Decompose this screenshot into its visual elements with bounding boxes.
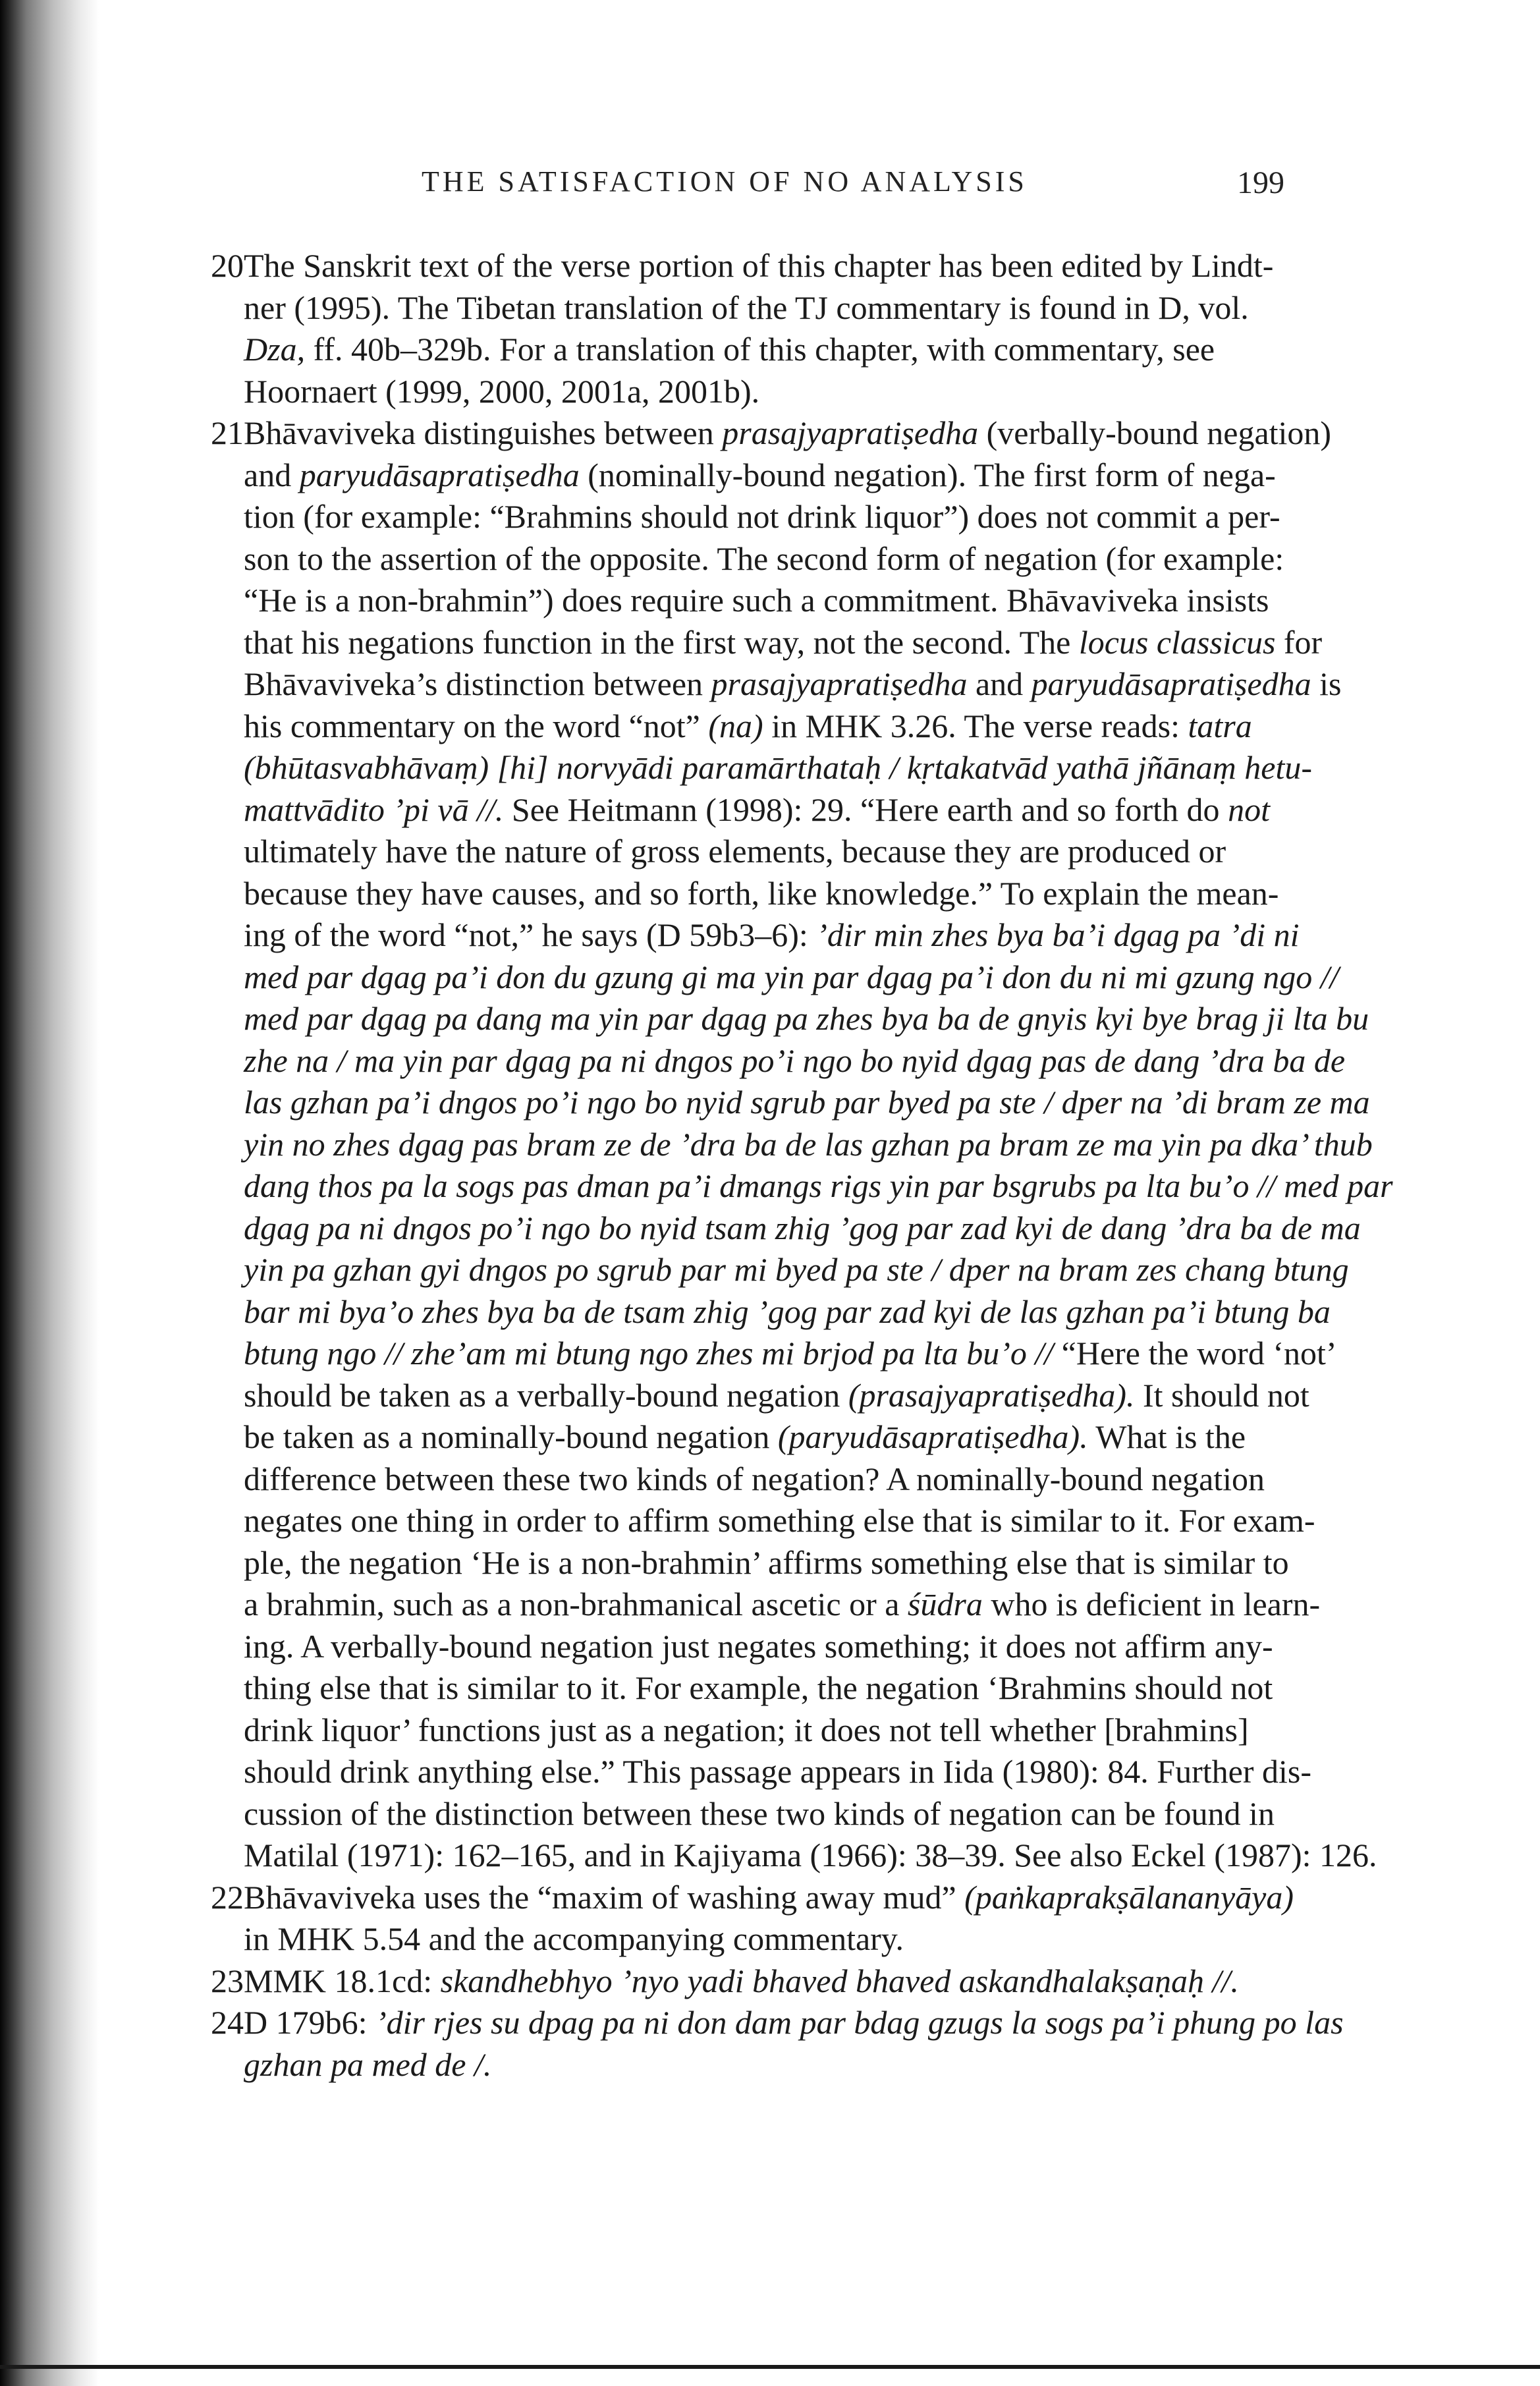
note-line bbox=[244, 1416, 1284, 1458]
text: The Sanskrit text of the verse portion of this chapter has been edited by Lindt- bbox=[244, 247, 1274, 284]
text: D 179b6: bbox=[244, 2004, 375, 2041]
text: who is deficient in learn- bbox=[982, 1586, 1321, 1623]
text: for bbox=[1275, 623, 1323, 661]
italic-text: zhe na / ma yin par dgag pa ni dngos po’i ngo bo nyid dgag pas de dang ’dra ba de bbox=[244, 1041, 1346, 1079]
note-line bbox=[244, 1500, 1315, 1542]
note-line bbox=[244, 2002, 1344, 2044]
text: See Heitmann (1998): 29. “Here earth and so forth do bbox=[503, 791, 1228, 828]
text: “He is a non-brahmin”) does require such a commitment. Bhāvaviveka insists bbox=[244, 582, 1269, 619]
note-number: 23 bbox=[211, 1962, 244, 1999]
note-line bbox=[244, 663, 1342, 706]
text: Bhāvaviveka distinguishes between bbox=[244, 414, 723, 451]
italic-text: not bbox=[1228, 791, 1270, 828]
text: “Here the word ‘not’ bbox=[1053, 1335, 1337, 1372]
text: difference between these two kinds of negation? A nominally-bound negation bbox=[244, 1460, 1265, 1497]
italic-text: (bhūtasvabhāvaṃ) [hi] norvyādi paramārthataḥ / kṛtakatvād yathā jñānaṃ hetu- bbox=[244, 749, 1313, 786]
note-line bbox=[244, 287, 1284, 329]
note-line bbox=[244, 1291, 1331, 1333]
text: in MHK 3.26. The verse reads: bbox=[763, 707, 1188, 744]
note-line bbox=[244, 914, 1300, 957]
page-bottom-edge bbox=[0, 2365, 1540, 2369]
note-line bbox=[244, 1584, 1321, 1626]
italic-text: (na) bbox=[708, 707, 763, 744]
note-line bbox=[244, 1207, 1361, 1250]
text: be taken as a nominally-bound negation bbox=[244, 1418, 778, 1455]
italic-text: prasajyapratiṣedha bbox=[722, 414, 979, 451]
text: because they have causes, and so forth, like knowledge.” To explain the mean- bbox=[244, 874, 1279, 912]
italic-text: yin pa gzhan gyi dngos po sgrub par mi byed pa ste / dper na bram zes chang btung bbox=[244, 1251, 1349, 1288]
note-line bbox=[244, 1877, 1294, 1919]
italic-text: las gzhan pa’i dngos po’i ngo bo nyid sgrub par byed pa ste / dper na ’di bram ze ma bbox=[244, 1084, 1370, 1121]
italic-text: locus classicus bbox=[1078, 623, 1276, 661]
italic-text: (paṅkaprakṣālananyāya) bbox=[964, 1878, 1294, 1916]
note-line bbox=[244, 747, 1313, 789]
note-line bbox=[244, 496, 1284, 538]
note-line bbox=[244, 371, 1284, 413]
note-line bbox=[244, 1751, 1311, 1793]
text: What is the bbox=[1087, 1418, 1246, 1455]
endnotes bbox=[211, 245, 1393, 2086]
italic-text: Dza, bbox=[244, 331, 306, 368]
note-line bbox=[244, 245, 1284, 287]
italic-text: med par dgag pa dang ma yin par dgag pa zhes bya ba de gnyis kyi bye brag ji lta bu bbox=[244, 1000, 1369, 1037]
note-number: 24 bbox=[211, 2004, 244, 2041]
text: Hoornaert (1999, 2000, 2001a, 2001b). bbox=[244, 372, 760, 410]
note-line bbox=[244, 1667, 1284, 1709]
note-line bbox=[244, 2044, 1284, 2086]
italic-text: ’dir min zhes bya ba’i dgag pa ’di ni bbox=[816, 916, 1300, 953]
italic-text: paryudāsapratiṣedha bbox=[299, 456, 580, 493]
italic-text: ’dir rjes su dpag pa ni don dam par bdag gzugs la sogs pa’i phung po las bbox=[375, 2004, 1344, 2041]
note-line bbox=[244, 957, 1339, 999]
note-line bbox=[244, 1165, 1393, 1207]
text: Matilal (1971): 162–165, and in Kajiyama (1966): 38–39. See also Eckel (1987): 126. bbox=[244, 1837, 1377, 1873]
text: It should not bbox=[1134, 1376, 1309, 1414]
italic-text: gzhan pa med de /. bbox=[244, 2045, 492, 2083]
note-line bbox=[244, 873, 1284, 915]
note-line bbox=[244, 1082, 1370, 1124]
text: is bbox=[1311, 665, 1342, 702]
text: Bhāvaviveka uses the “maxim of washing away mud” bbox=[244, 1878, 965, 1916]
note-line bbox=[244, 1626, 1284, 1668]
text: ner (1995). The Tibetan translation of the TJ commentary is found in D, vol. bbox=[244, 289, 1249, 326]
text: ff. 40b–329b. For a translation of this chapter, with commentary, see bbox=[305, 331, 1215, 368]
note-number: 22 bbox=[211, 1878, 244, 1916]
text: in MHK 5.54 and the accompanying commentary. bbox=[244, 1920, 904, 1957]
note-24 bbox=[211, 2002, 1344, 2086]
note-line bbox=[244, 998, 1369, 1040]
text: ultimately have the nature of gross elements, because they are produced or bbox=[244, 833, 1226, 870]
italic-text: btung ngo // zhe’am mi btung ngo zhes mi brjod pa lta bu’o // bbox=[244, 1335, 1054, 1372]
text: should be taken as a verbally-bound negation bbox=[244, 1376, 848, 1414]
italic-text: śūdra bbox=[907, 1586, 983, 1623]
note-number: 21 bbox=[211, 414, 244, 451]
text: a brahmin, such as a non-brahmanical ascetic or a bbox=[244, 1586, 908, 1623]
note-line bbox=[244, 1040, 1346, 1082]
note-line bbox=[244, 1793, 1284, 1835]
note-line bbox=[244, 580, 1284, 622]
note-line bbox=[244, 1249, 1349, 1291]
note-line bbox=[244, 706, 1284, 748]
text: that his negations function in the first way, not the second. The bbox=[244, 623, 1079, 661]
text: MMK 18.1cd: bbox=[244, 1962, 441, 1999]
note-line bbox=[244, 1333, 1337, 1375]
note-line bbox=[244, 789, 1284, 831]
note-line bbox=[244, 1709, 1284, 1752]
note-line bbox=[244, 831, 1284, 873]
scan-spine-shadow bbox=[0, 0, 99, 2386]
note-line bbox=[244, 1918, 1284, 1960]
note-line bbox=[244, 412, 1332, 455]
italic-text: prasajyapratiṣedha bbox=[711, 665, 968, 702]
note-line bbox=[244, 538, 1284, 580]
note-line bbox=[244, 1375, 1309, 1417]
note-line bbox=[244, 1124, 1373, 1166]
text: negates one thing in order to affirm something else that is similar to it. For exam- bbox=[244, 1502, 1315, 1539]
italic-text: bar mi bya’o zhes bya ba de tsam zhig ’gog par zad kyi de las gzhan pa’i btung ba bbox=[244, 1292, 1331, 1330]
page-number: 199 bbox=[1237, 165, 1284, 200]
note-line bbox=[244, 1542, 1289, 1584]
running-head bbox=[244, 165, 1284, 211]
text: his commentary on the word “not” bbox=[244, 707, 709, 744]
note-line bbox=[244, 622, 1323, 664]
text: (verbally-bound negation) bbox=[978, 414, 1332, 451]
note-23 bbox=[211, 1960, 1284, 2003]
text: tion (for example: “Brahmins should not drink liquor”) does not commit a per- bbox=[244, 498, 1280, 535]
italic-text: med par dgag pa’i don du gzung gi ma yin par dgag pa’i don du ni mi gzung ngo // bbox=[244, 958, 1339, 995]
text: son to the assertion of the opposite. The second form of negation (for example: bbox=[244, 540, 1284, 577]
text: ing. A verbally-bound negation just negates something; it does not affirm any- bbox=[244, 1627, 1273, 1665]
note-21 bbox=[211, 412, 1393, 1877]
italic-text: yin no zhes dgag pas bram ze de ’dra ba de las gzhan pa bram ze ma yin pa dka’ thub bbox=[244, 1125, 1373, 1163]
note-number: 20 bbox=[211, 247, 244, 284]
note-line bbox=[244, 1458, 1284, 1501]
text: and bbox=[244, 456, 300, 493]
text: cussion of the distinction between these two kinds of negation can be found in bbox=[244, 1794, 1275, 1832]
text: (nominally-bound negation). The first form of nega- bbox=[579, 456, 1276, 493]
text: thing else that is similar to it. For example, the negation ‘Brahmins should not bbox=[244, 1669, 1273, 1706]
italic-text: dgag pa ni dngos po’i ngo bo nyid tsam zhig ’gog par zad kyi de dang ’dra ba de ma bbox=[244, 1209, 1361, 1246]
italic-text: (prasajyapratiṣedha). bbox=[848, 1376, 1135, 1414]
text: and bbox=[967, 665, 1031, 702]
note-line bbox=[244, 1960, 1284, 2003]
italic-text: (paryudāsapratiṣedha). bbox=[777, 1418, 1088, 1455]
text: drink liquor’ functions just as a negation; it does not tell whether [brahmins] bbox=[244, 1711, 1249, 1748]
note-line bbox=[244, 455, 1284, 497]
note-line bbox=[244, 1835, 1377, 1877]
note-line bbox=[244, 329, 1284, 371]
italic-text: tatra bbox=[1188, 707, 1252, 744]
text: ing of the word “not,” he says (D 59b3–6): bbox=[244, 916, 817, 953]
italic-text: paryudāsapratiṣedha bbox=[1031, 665, 1311, 702]
italic-text: skandhebhyo ’nyo yadi bhaved bhaved askandhalakṣaṇaḥ //. bbox=[440, 1962, 1239, 1999]
text: Bhāvaviveka’s distinction between bbox=[244, 665, 711, 702]
running-title: THE SATISFACTION OF NO ANALYSIS bbox=[422, 165, 1028, 198]
italic-text: dang thos pa la sogs pas dman pa’i dmangs rigs yin par bsgrubs pa lta bu’o // med par bbox=[244, 1167, 1393, 1204]
text: should drink anything else.” This passage appears in Iida (1980): 84. Further dis- bbox=[244, 1753, 1311, 1790]
text: ple, the negation ‘He is a non-brahmin’ affirms something else that is similar to bbox=[244, 1543, 1289, 1581]
italic-text: mattvādito ’pi vā //. bbox=[244, 791, 504, 828]
note-22 bbox=[211, 1877, 1294, 1960]
note-20 bbox=[211, 245, 1284, 412]
